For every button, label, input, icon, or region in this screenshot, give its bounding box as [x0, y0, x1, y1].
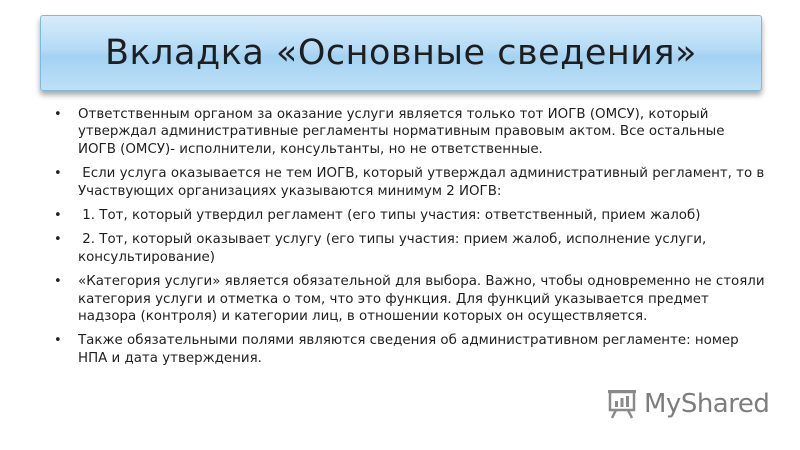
bullet-text: Ответственным органом за оказание услуги является только тот ИОГВ (ОМСУ), который утверждал административные регламенты нормативным правовым актом. Все остальные ИОГВ (ОМСУ)- исполнители, консультанты, но не ответственные. — [78, 107, 725, 157]
bullet-item — [54, 207, 766, 224]
slide-title: Вкладка «Основные сведения» — [105, 33, 697, 73]
bullet-text: 2. Тот, который оказывает услугу (его типы участия: прием жалоб, исполнение услуги, консультирование) — [78, 232, 711, 265]
watermark-text: MyShared — [644, 389, 770, 419]
bullet-glyph: • — [54, 208, 62, 224]
bullet-item — [54, 231, 766, 266]
bullet-list — [54, 106, 769, 374]
bullet-item — [54, 106, 766, 158]
bullet-item — [54, 273, 766, 325]
presentation-board-icon — [606, 388, 638, 420]
bullet-glyph: • — [54, 274, 62, 290]
bullet-glyph: • — [54, 232, 62, 248]
watermark-logo — [606, 386, 769, 422]
bullet-text: Также обязательными полями являются сведения об административном регламенте: номер НПА и дата утверждения. — [78, 333, 739, 366]
bullet-item — [54, 332, 766, 367]
bullet-glyph: • — [54, 166, 62, 182]
bullet-text: «Категория услуги» является обязательной для выбора. Важно, чтобы одновременно не стояли категория услуги и отметка о том, что это функция. Для функций указывается предмет надзора (контроля) и категории лиц, в отношении которых он осуществляется. — [78, 274, 765, 325]
bullet-item — [54, 165, 769, 200]
bullet-glyph: • — [54, 107, 62, 122]
title-banner — [40, 15, 762, 91]
bullet-text: 1. Тот, который утвердил регламент (его типы участия: ответственный, прием жалоб) — [78, 208, 701, 224]
bullet-glyph: • — [54, 333, 62, 349]
bullet-text: Если услуга оказывается не тем ИОГВ, который утверждал административный регламент, то в Участвующих организациях указываются минимум 2 ИОГВ: — [78, 166, 769, 199]
